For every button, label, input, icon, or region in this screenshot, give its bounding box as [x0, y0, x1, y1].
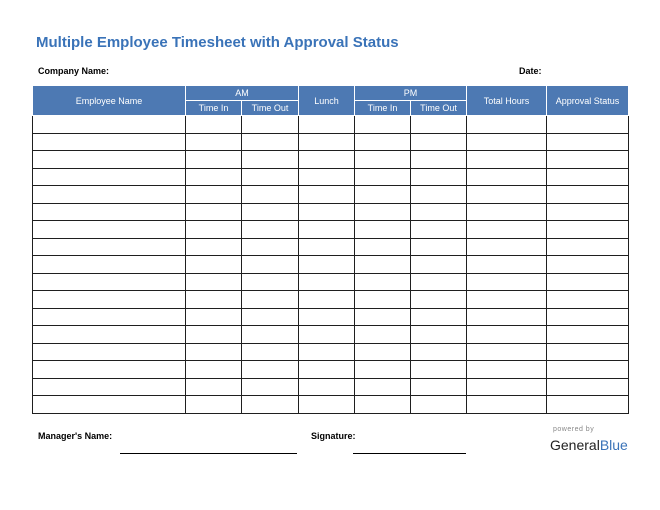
table-row — [33, 273, 629, 291]
cell-lunch[interactable] — [299, 116, 355, 134]
cell-pm-time-in[interactable] — [355, 326, 411, 344]
cell-approval-status[interactable] — [547, 168, 629, 186]
cell-am-time-in[interactable] — [186, 326, 242, 344]
table-row — [33, 308, 629, 326]
cell-approval-status[interactable] — [547, 203, 629, 221]
cell-total-hours[interactable] — [467, 396, 547, 414]
cell-lunch[interactable] — [299, 291, 355, 309]
brand-logo — [550, 437, 628, 453]
cell-lunch[interactable] — [299, 151, 355, 169]
table-row — [33, 378, 629, 396]
cell-am-time-out[interactable] — [242, 308, 299, 326]
cell-employee-name[interactable] — [33, 186, 186, 204]
table-row — [33, 361, 629, 379]
brand-blue: Blue — [599, 437, 628, 453]
cell-am-time-in[interactable] — [186, 343, 242, 361]
date-label: Date: — [519, 66, 542, 76]
cell-approval-status[interactable] — [547, 291, 629, 309]
cell-total-hours[interactable] — [467, 291, 547, 309]
table-row — [33, 256, 629, 274]
brand-general: General — [550, 437, 600, 453]
cell-pm-time-in[interactable] — [355, 203, 411, 221]
cell-total-hours[interactable] — [467, 343, 547, 361]
cell-approval-status[interactable] — [547, 221, 629, 239]
cell-am-time-in[interactable] — [186, 151, 242, 169]
cell-employee-name[interactable] — [33, 326, 186, 344]
table-row — [33, 396, 629, 414]
table-row — [33, 343, 629, 361]
cell-employee-name[interactable] — [33, 396, 186, 414]
header-am-time-in: Time In — [186, 101, 242, 116]
cell-am-time-in[interactable] — [186, 256, 242, 274]
cell-pm-time-in[interactable] — [355, 116, 411, 134]
cell-am-time-in[interactable] — [186, 168, 242, 186]
cell-employee-name[interactable] — [33, 256, 186, 274]
cell-pm-time-in[interactable] — [355, 238, 411, 256]
cell-am-time-in[interactable] — [186, 221, 242, 239]
cell-pm-time-in[interactable] — [355, 151, 411, 169]
cell-pm-time-in[interactable] — [355, 186, 411, 204]
cell-lunch[interactable] — [299, 343, 355, 361]
cell-pm-time-out[interactable] — [411, 273, 467, 291]
cell-approval-status[interactable] — [547, 343, 629, 361]
cell-lunch[interactable] — [299, 238, 355, 256]
cell-approval-status[interactable] — [547, 326, 629, 344]
cell-total-hours[interactable] — [467, 238, 547, 256]
cell-pm-time-out[interactable] — [411, 151, 467, 169]
header-approval-status: Approval Status — [547, 86, 629, 116]
cell-employee-name[interactable] — [33, 151, 186, 169]
header-lunch: Lunch — [299, 86, 355, 116]
cell-am-time-in[interactable] — [186, 378, 242, 396]
cell-employee-name[interactable] — [33, 291, 186, 309]
signature-label: Signature: — [311, 431, 356, 441]
powered-by-text: powered by — [553, 426, 595, 433]
cell-am-time-out[interactable] — [242, 133, 299, 151]
cell-total-hours[interactable] — [467, 378, 547, 396]
cell-approval-status[interactable] — [547, 396, 629, 414]
cell-total-hours[interactable] — [467, 256, 547, 274]
cell-pm-time-out[interactable] — [411, 291, 467, 309]
cell-am-time-in[interactable] — [186, 291, 242, 309]
cell-lunch[interactable] — [299, 378, 355, 396]
cell-pm-time-out[interactable] — [411, 238, 467, 256]
cell-pm-time-in[interactable] — [355, 361, 411, 379]
cell-approval-status[interactable] — [547, 151, 629, 169]
cell-pm-time-in[interactable] — [355, 221, 411, 239]
cell-employee-name[interactable] — [33, 203, 186, 221]
cell-am-time-in[interactable] — [186, 361, 242, 379]
cell-pm-time-in[interactable] — [355, 378, 411, 396]
cell-am-time-out[interactable] — [242, 291, 299, 309]
table-row — [33, 291, 629, 309]
cell-approval-status[interactable] — [547, 133, 629, 151]
cell-lunch[interactable] — [299, 273, 355, 291]
cell-pm-time-out[interactable] — [411, 326, 467, 344]
cell-approval-status[interactable] — [547, 238, 629, 256]
cell-am-time-out[interactable] — [242, 186, 299, 204]
cell-am-time-in[interactable] — [186, 203, 242, 221]
cell-lunch[interactable] — [299, 221, 355, 239]
cell-am-time-in[interactable] — [186, 273, 242, 291]
cell-employee-name[interactable] — [33, 168, 186, 186]
cell-total-hours[interactable] — [467, 116, 547, 134]
cell-approval-status[interactable] — [547, 361, 629, 379]
cell-approval-status[interactable] — [547, 308, 629, 326]
cell-pm-time-out[interactable] — [411, 221, 467, 239]
cell-employee-name[interactable] — [33, 273, 186, 291]
timesheet-body — [33, 116, 629, 414]
cell-pm-time-out[interactable] — [411, 396, 467, 414]
table-row — [33, 151, 629, 169]
cell-am-time-in[interactable] — [186, 116, 242, 134]
cell-lunch[interactable] — [299, 168, 355, 186]
cell-lunch[interactable] — [299, 203, 355, 221]
header-pm-time-out: Time Out — [411, 101, 467, 116]
cell-am-time-in[interactable] — [186, 133, 242, 151]
cell-employee-name[interactable] — [33, 221, 186, 239]
cell-am-time-in[interactable] — [186, 186, 242, 204]
cell-am-time-out[interactable] — [242, 396, 299, 414]
cell-employee-name[interactable] — [33, 361, 186, 379]
cell-pm-time-out[interactable] — [411, 308, 467, 326]
cell-total-hours[interactable] — [467, 361, 547, 379]
header-employee-name: Employee Name — [33, 86, 186, 116]
cell-pm-time-out[interactable] — [411, 116, 467, 134]
cell-total-hours[interactable] — [467, 133, 547, 151]
cell-am-time-in[interactable] — [186, 396, 242, 414]
cell-am-time-out[interactable] — [242, 361, 299, 379]
cell-pm-time-in[interactable] — [355, 291, 411, 309]
cell-total-hours[interactable] — [467, 221, 547, 239]
cell-employee-name[interactable] — [33, 343, 186, 361]
cell-lunch[interactable] — [299, 396, 355, 414]
cell-pm-time-in[interactable] — [355, 256, 411, 274]
table-row — [33, 326, 629, 344]
cell-pm-time-in[interactable] — [355, 168, 411, 186]
table-row — [33, 203, 629, 221]
cell-pm-time-out[interactable] — [411, 168, 467, 186]
cell-lunch[interactable] — [299, 133, 355, 151]
cell-total-hours[interactable] — [467, 151, 547, 169]
cell-pm-time-in[interactable] — [355, 396, 411, 414]
cell-am-time-in[interactable] — [186, 238, 242, 256]
cell-lunch[interactable] — [299, 361, 355, 379]
table-row — [33, 116, 629, 134]
manager-name-label: Manager's Name: — [38, 431, 113, 441]
cell-am-time-out[interactable] — [242, 326, 299, 344]
cell-am-time-out[interactable] — [242, 378, 299, 396]
cell-total-hours[interactable] — [467, 273, 547, 291]
cell-am-time-out[interactable] — [242, 273, 299, 291]
page-title: Multiple Employee Timesheet with Approval Status — [36, 34, 399, 51]
cell-approval-status[interactable] — [547, 378, 629, 396]
cell-lunch[interactable] — [299, 256, 355, 274]
table-row — [33, 133, 629, 151]
cell-approval-status[interactable] — [547, 273, 629, 291]
cell-employee-name[interactable] — [33, 116, 186, 134]
cell-pm-time-in[interactable] — [355, 308, 411, 326]
manager-name-line[interactable] — [120, 453, 297, 454]
header-total-hours: Total Hours — [467, 86, 547, 116]
header-pm-time-in: Time In — [355, 101, 411, 116]
table-row — [33, 186, 629, 204]
cell-am-time-out[interactable] — [242, 256, 299, 274]
cell-lunch[interactable] — [299, 186, 355, 204]
cell-approval-status[interactable] — [547, 256, 629, 274]
cell-lunch[interactable] — [299, 326, 355, 344]
cell-pm-time-in[interactable] — [355, 343, 411, 361]
cell-employee-name[interactable] — [33, 238, 186, 256]
header-pm: PM — [355, 86, 467, 101]
table-row — [33, 221, 629, 239]
cell-employee-name[interactable] — [33, 378, 186, 396]
cell-total-hours[interactable] — [467, 326, 547, 344]
cell-pm-time-out[interactable] — [411, 203, 467, 221]
cell-pm-time-in[interactable] — [355, 133, 411, 151]
cell-total-hours[interactable] — [467, 186, 547, 204]
cell-am-time-out[interactable] — [242, 116, 299, 134]
cell-am-time-out[interactable] — [242, 151, 299, 169]
cell-total-hours[interactable] — [467, 203, 547, 221]
cell-pm-time-out[interactable] — [411, 378, 467, 396]
cell-employee-name[interactable] — [33, 308, 186, 326]
cell-pm-time-out[interactable] — [411, 343, 467, 361]
header-am-time-out: Time Out — [242, 101, 299, 116]
cell-pm-time-in[interactable] — [355, 273, 411, 291]
cell-approval-status[interactable] — [547, 116, 629, 134]
table-row — [33, 168, 629, 186]
cell-am-time-out[interactable] — [242, 221, 299, 239]
cell-pm-time-out[interactable] — [411, 256, 467, 274]
cell-pm-time-out[interactable] — [411, 186, 467, 204]
cell-employee-name[interactable] — [33, 133, 186, 151]
company-name-label: Company Name: — [38, 66, 110, 76]
cell-total-hours[interactable] — [467, 308, 547, 326]
cell-am-time-out[interactable] — [242, 238, 299, 256]
table-row — [33, 238, 629, 256]
signature-line[interactable] — [353, 453, 466, 454]
cell-approval-status[interactable] — [547, 186, 629, 204]
cell-pm-time-out[interactable] — [411, 133, 467, 151]
cell-lunch[interactable] — [299, 308, 355, 326]
cell-am-time-out[interactable] — [242, 343, 299, 361]
cell-pm-time-out[interactable] — [411, 361, 467, 379]
cell-am-time-out[interactable] — [242, 168, 299, 186]
header-am: AM — [186, 86, 299, 101]
cell-am-time-out[interactable] — [242, 203, 299, 221]
timesheet-table — [32, 85, 629, 414]
cell-am-time-in[interactable] — [186, 308, 242, 326]
cell-total-hours[interactable] — [467, 168, 547, 186]
